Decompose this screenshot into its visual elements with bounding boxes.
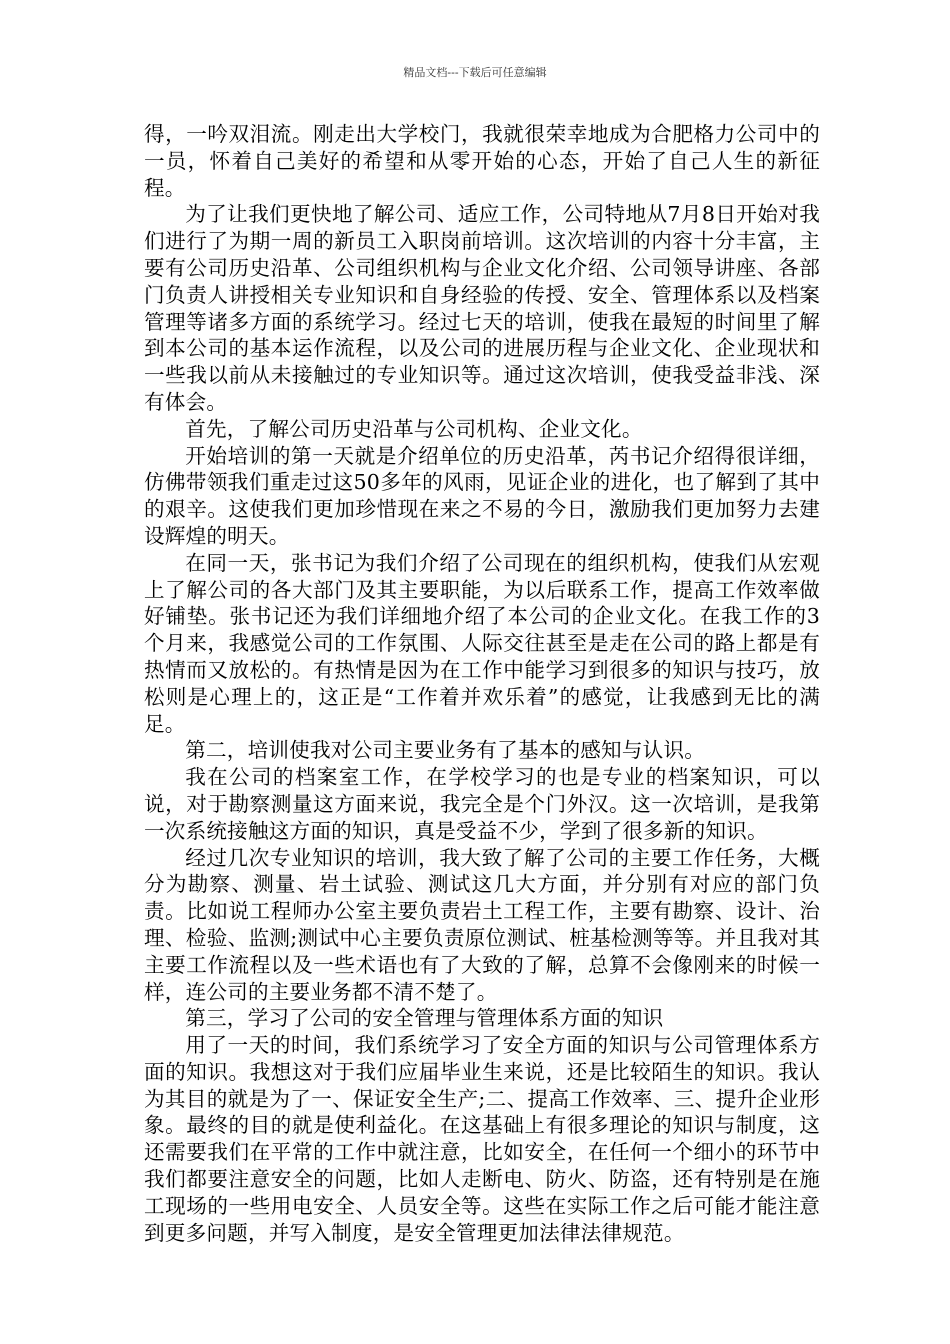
paragraph-training-intro: 为了让我们更快地了解公司、适应工作，公司特地从7月8日开始对我们进行了为期一周的新员工入职岗前培训。这次培训的内容十分丰富，主要有公司历史沿革、公司组织机构与企业文化介绍、公司领导讲座、各部门负责人讲授相关专业知识和自身经验的传授、安全、管理体系以及档案管理等诸多方面的系统学习。经过七天的培训，使我在最短的时间里了解到本公司的基本运作流程，以及公司的进展历程与企业文化、企业现状和一些我以前从未接触过的专业知识等。通过这次培训，使我受益非浅、深有体会。 — [144, 202, 820, 414]
heading-second-point: 第二，培训使我对公司主要业务有了基本的感知与认识。 — [185, 738, 706, 763]
page-header: 精品文档---下载后可任意编辑 — [403, 66, 547, 79]
paragraph-continuation: 得，一吟双泪流。刚走出大学校门，我就很荣幸地成为合肥格力公司中的一员，怀着自己美好的希望和从零开始的心态，开始了自己人生的新征程。 — [144, 122, 820, 200]
paragraph-safety-management: 用了一天的时间，我们系统学习了安全方面的知识与公司管理体系方面的知识。我想这对于我们应届毕业生来说，还是比较陌生的知识。我认为其目的就是为了一、保证安全生产;二、提高工作效率、三、提升企业形象。最终的目的就是使利益化。在这基础上有很多理论的知识与制度，这还需要我们在平常的工作中就注意，比如安全，在任何一个细小的环节中我们都要注意安全的问题，比如人走断电、防火、防盗，还有特别是在施工现场的一些用电安全、人员安全等。这些在实际工作之后可能才能注意到更多问题，并写入制度，是安全管理更加法律法律规范。 — [144, 1033, 820, 1245]
paragraph-history: 开始培训的第一天就是介绍单位的历史沿革，芮书记介绍得很详细，仿佛带领我们重走过这50多年的风雨，见证企业的进化，也了解到了其中的艰辛。这使我们更加珍惜现在来之不易的今日，激励我们更加努力去建设辉煌的明天。 — [144, 443, 820, 548]
document-body — [144, 121, 820, 1246]
paragraph-business-tasks: 经过几次专业知识的培训，我大致了解了公司的主要工作任务，大概分为勘察、测量、岩土试验、测试这几大方面，并分别有对应的部门负责。比如说工程师办公室主要负责岩土工程工作，主要有勘察、设计、治理、检验、监测;测试中心主要负责原位测试、桩基检测等等。并且我对其主要工作流程以及一些术语也有了大致的了解，总算不会像刚来的时候一样，连公司的主要业务都不清不楚了。 — [144, 845, 820, 1004]
paragraph-archive-work: 我在公司的档案室工作，在学校学习的也是专业的档案知识，可以说，对于勘察测量这方面来说，我完全是个门外汉。这一次培训，是我第一次系统接触这方面的知识，真是受益不少，学到了很多新的知识。 — [144, 765, 820, 843]
heading-third-point: 第三，学习了公司的安全管理与管理体系方面的知识 — [185, 1006, 664, 1031]
paragraph-organization: 在同一天，张书记为我们介绍了公司现在的组织机构，使我们从宏观上了解公司的各大部门及其主要职能，为以后联系工作，提高工作效率做好铺垫。张书记还为我们详细地介绍了本公司的企业文化。在我工作的3个月来，我感觉公司的工作氛围、人际交往甚至是走在公司的路上都是有热情而又放松的。有热情是因为在工作中能学习到很多的知识与技巧，放松则是心理上的，这正是“工作着并欢乐着”的感觉，让我感到无比的满足。 — [144, 550, 820, 736]
heading-first-point: 首先，了解公司历史沿革与公司机构、企业文化。 — [185, 416, 643, 441]
